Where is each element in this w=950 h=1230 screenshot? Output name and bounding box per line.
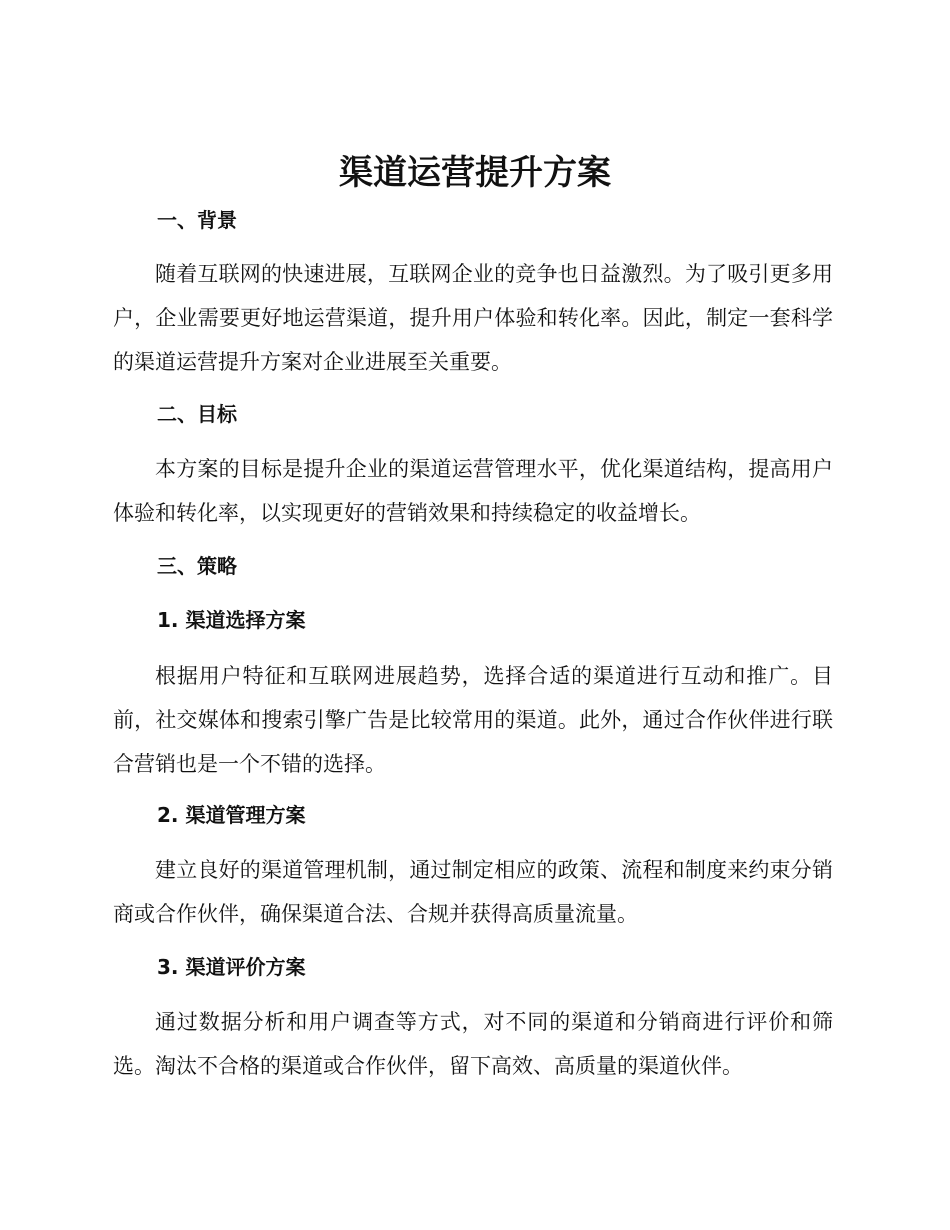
strategy-body-channel-selection: 根据用户特征和互联网进展趋势，选择合适的渠道进行互动和推广。目前，社交媒体和搜索引擎广告是比较常用的渠道。此外，通过合作伙伴进行联合营销也是一个不错的选择。 [113,664,833,776]
document-title: 渠道运营提升方案 [339,153,611,193]
section-body-background: 随着互联网的快速进展，互联网企业的竞争也日益激烈。为了吸引更多用户，企业需要更好地运营渠道，提升用户体验和转化率。因此，制定一套科学的渠道运营提升方案对企业进展至关重要。 [113,262,833,374]
strategy-heading-channel-selection: 1. 渠道选择方案 [157,608,306,632]
strategy-body-channel-management: 建立良好的渠道管理机制，通过制定相应的政策、流程和制度来约束分销商或合作伙伴，确保渠道合法、合规并获得高质量流量。 [113,858,833,926]
section-heading-background: 一、背景 [157,208,237,232]
strategy-heading-channel-management: 2. 渠道管理方案 [157,803,306,827]
strategy-heading-channel-evaluation: 3. 渠道评价方案 [157,955,306,979]
strategy-body-channel-evaluation: 通过数据分析和用户调查等方式，对不同的渠道和分销商进行评价和筛选。淘汰不合格的渠道或合作伙伴，留下高效、高质量的渠道伙伴。 [113,1010,833,1078]
section-heading-goal: 二、目标 [157,402,237,426]
section-body-goal: 本方案的目标是提升企业的渠道运营管理水平，优化渠道结构，提高用户体验和转化率，以实现更好的营销效果和持续稳定的收益增长。 [113,457,833,525]
section-heading-strategy: 三、策略 [157,554,237,578]
